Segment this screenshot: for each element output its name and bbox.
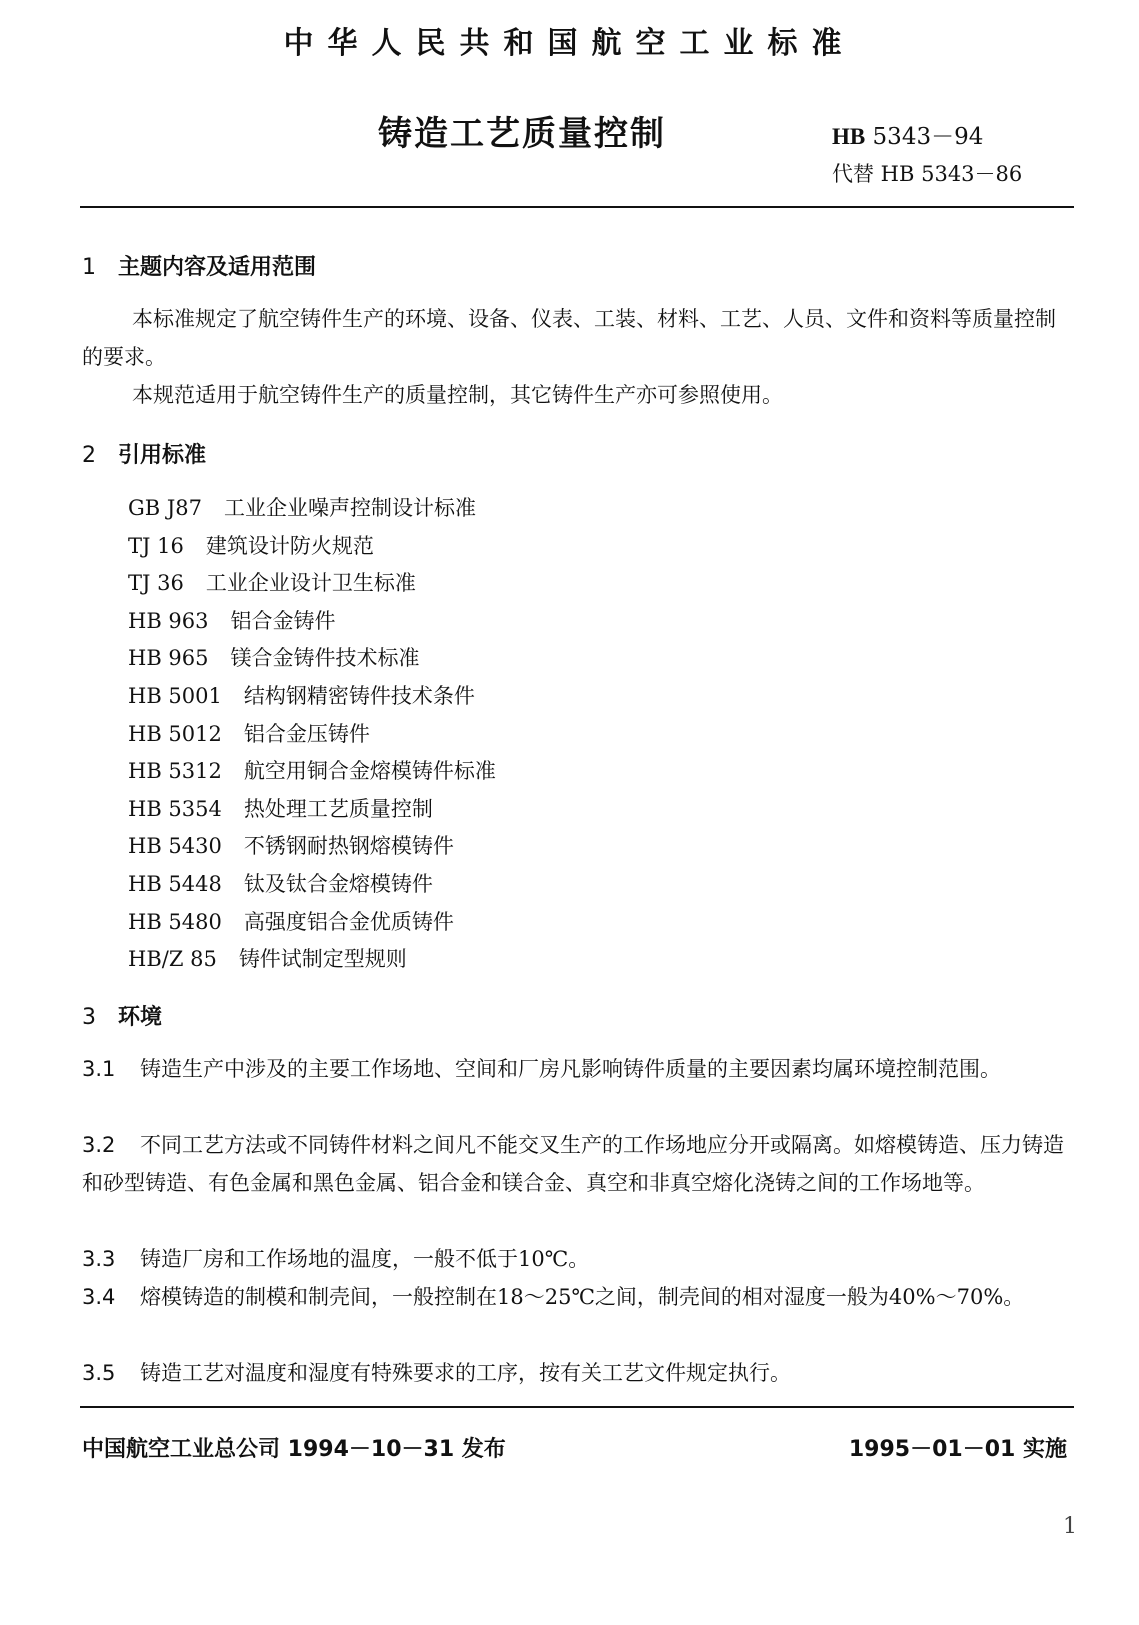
standard-code: 5343－94 xyxy=(872,124,984,150)
standard-name: 高强度铝合金优质铸件 xyxy=(243,909,454,934)
section-3-heading xyxy=(82,1000,162,1031)
clause xyxy=(82,1354,1068,1392)
section-2-number: 2 xyxy=(82,443,96,468)
standard-category-header: 中华人民共和国航空工业标准 xyxy=(283,26,856,61)
clause-number: 3.4 xyxy=(82,1285,116,1309)
referenced-standard xyxy=(128,868,433,898)
clause-text: 铸造工艺对温度和湿度有特殊要求的工序，按有关工艺文件规定执行。 xyxy=(140,1361,791,1385)
standard-name: 铝合金压铸件 xyxy=(243,721,370,746)
standard-code: HB 965 xyxy=(128,646,209,671)
section-2-heading xyxy=(82,438,206,469)
clause-text: 铸造厂房和工作场地的温度，一般不低于10℃。 xyxy=(140,1247,590,1271)
standard-name: 钛及钛合金熔模铸件 xyxy=(243,872,433,896)
standard-code: TJ 16 xyxy=(128,533,184,558)
standard-name: 工业企业设计卫生标准 xyxy=(205,571,416,596)
clause-text: 熔模铸造的制模和制壳间，一般控制在18～25℃之间，制壳间的相对湿度一般为40%～70%。 xyxy=(140,1285,1025,1309)
standard-code: GB J87 xyxy=(128,496,203,520)
standard-number xyxy=(832,118,983,151)
standard-code: TJ 36 xyxy=(128,571,184,596)
standard-prefix: HB xyxy=(832,124,866,149)
clause-number: 3.2 xyxy=(82,1133,116,1157)
clause xyxy=(82,1126,1068,1202)
standard-code: HB 5312 xyxy=(128,759,222,784)
standard-code: HB 5448 xyxy=(128,872,222,896)
referenced-standard xyxy=(128,530,374,560)
standard-code: HB 5001 xyxy=(128,684,222,708)
clause-number: 3.1 xyxy=(82,1057,116,1081)
effective-date: 1995－01－01 实施 xyxy=(848,1437,1067,1462)
standard-name: 不锈钢耐热钢熔模铸件 xyxy=(243,834,454,859)
referenced-standard xyxy=(128,605,336,635)
section-1-title: 主题内容及适用范围 xyxy=(118,255,317,280)
standard-name: 铸件试制定型规则 xyxy=(238,947,407,972)
section-1-paragraph-1: 本标准规定了航空铸件生产的环境、设备、仪表、工装、材料、工艺、人员、文件和资料等质量控制的要求。 xyxy=(82,307,1056,369)
referenced-standard xyxy=(128,793,433,823)
clause-number: 3.3 xyxy=(82,1247,116,1271)
page-number: 1 xyxy=(1063,1514,1077,1539)
standard-name: 镁合金铸件技术标准 xyxy=(230,646,420,671)
referenced-standard xyxy=(128,943,407,973)
clause-text: 铸造生产中涉及的主要工作场地、空间和厂房凡影响铸件质量的主要因素均属环境控制范围。 xyxy=(140,1057,1001,1081)
clause-text: 不同工艺方法或不同铸件材料之间凡不能交叉生产的工作场地应分开或隔离。如熔模铸造、压力铸造和砂型铸造、有色金属和黑色金属、铝合金和镁合金、真空和非真空熔化浇铸之间的工作场地等。 xyxy=(82,1133,1064,1195)
section-1-number: 1 xyxy=(82,255,96,280)
standard-code: HB 963 xyxy=(128,608,209,633)
referenced-standard xyxy=(128,567,416,597)
standard-name: 结构钢精密铸件技术条件 xyxy=(243,684,475,708)
clause xyxy=(82,1240,1068,1278)
footer-divider xyxy=(80,1406,1074,1408)
standard-name: 铝合金铸件 xyxy=(230,608,336,633)
referenced-standard xyxy=(128,830,454,860)
referenced-standard xyxy=(128,755,496,785)
standard-code: HB 5480 xyxy=(128,909,222,934)
referenced-standard xyxy=(128,680,475,710)
section-1-paragraph-2: 本规范适用于航空铸件生产的质量控制，其它铸件生产亦可参照使用。 xyxy=(132,383,783,407)
issued-by: 中国航空工业总公司 1994－10－31 发布 xyxy=(82,1437,506,1462)
clause xyxy=(82,1050,1068,1088)
document-title: 铸造工艺质量控制 xyxy=(378,114,666,154)
replaces-standard: 代替 HB 5343－86 xyxy=(832,162,1023,186)
standard-code: HB 5430 xyxy=(128,834,222,859)
section-3-title: 环境 xyxy=(118,1005,163,1030)
standard-name: 航空用铜合金熔模铸件标准 xyxy=(243,759,496,784)
standard-code: HB 5012 xyxy=(128,721,222,746)
section-3-number: 3 xyxy=(82,1005,96,1030)
clause-number: 3.5 xyxy=(82,1361,116,1385)
referenced-standard xyxy=(128,906,454,936)
standard-name: 建筑设计防火规范 xyxy=(205,533,374,558)
referenced-standard xyxy=(128,642,420,672)
clause xyxy=(82,1278,1068,1316)
standard-code: HB/Z 85 xyxy=(128,947,217,972)
standard-code: HB 5354 xyxy=(128,796,222,821)
referenced-standard xyxy=(128,718,370,748)
section-1-heading xyxy=(82,250,316,281)
section-2-title: 引用标准 xyxy=(118,443,207,468)
standard-name: 工业企业噪声控制设计标准 xyxy=(224,496,477,520)
standard-name: 热处理工艺质量控制 xyxy=(243,796,433,821)
header-divider xyxy=(80,206,1074,208)
referenced-standard xyxy=(128,492,476,522)
